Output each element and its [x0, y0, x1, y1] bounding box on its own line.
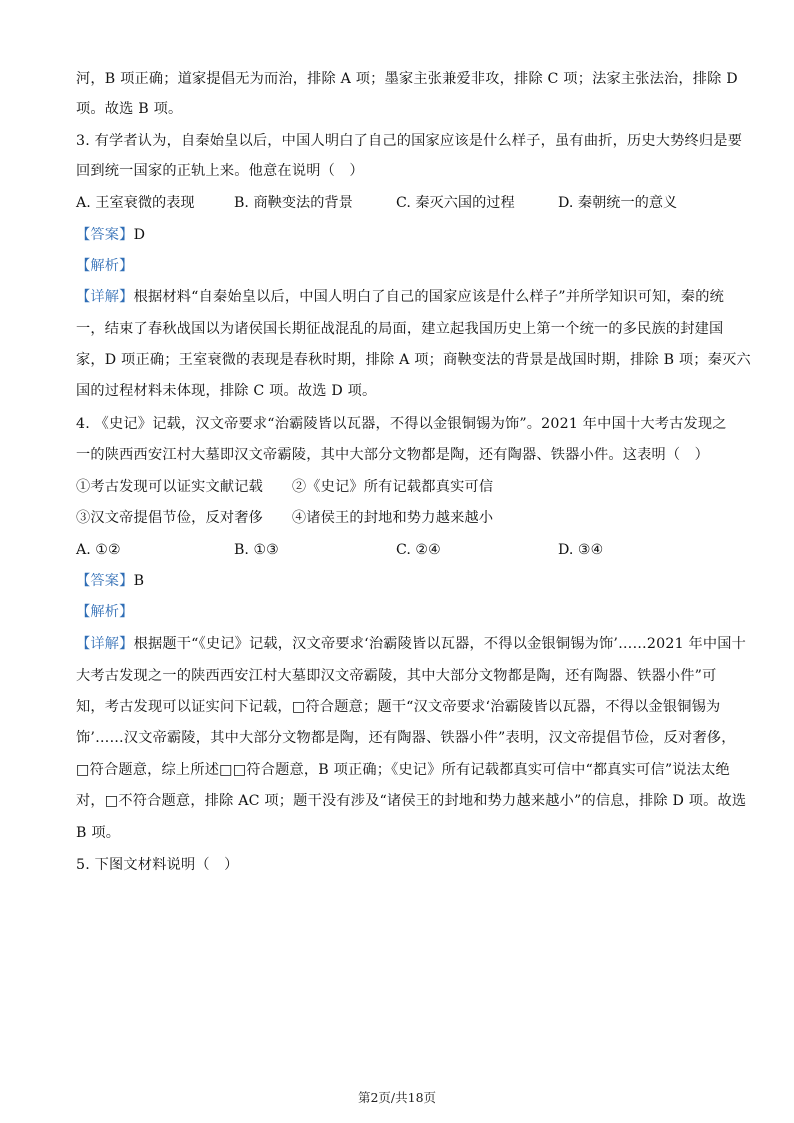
q4-option-d: D. ③④	[558, 542, 604, 558]
detail-label: 【详解】	[76, 636, 134, 652]
text-line: 项。故选 B 项。	[76, 101, 183, 117]
detail-label: 【详解】	[76, 289, 134, 305]
q4-option-a: A. ①②	[76, 542, 121, 558]
text-line: 饰’……汉文帝霸陵，其中大部分文物都是陶，还有陶器、铁器小件”表明，汉文帝提倡节俭，反对奢侈，	[76, 730, 736, 746]
detail-text: 根据材料“自秦始皇以后，中国人明白了自己的国家应该是什么样子”并所学知识可知，秦的统	[133, 289, 724, 305]
question-4-stem: 4. 《史记》记载，汉文帝要求“治霸陵皆以瓦器，不得以金银铜锡为饰”。2021 年中国十大考古发现之	[76, 416, 727, 432]
text-line: 知，考古发现可以证实问下记载，□符合题意；题干“汉文帝要求‘治霸陵皆以瓦器，不得以金银铜锡为	[76, 699, 721, 715]
q3-analysis	[76, 256, 134, 276]
page-number: 第2页/共18页	[357, 1090, 437, 1105]
q3-option-c: C. 秦灭六国的过程	[396, 195, 515, 211]
q3-detail	[76, 287, 724, 307]
answer-label: 【答案】	[76, 227, 134, 243]
q3-option-b: B. 商鞅变法的背景	[234, 195, 353, 211]
q4-statements: ③汉文帝提倡节俭，反对奢侈 ④诸侯王的封地和势力越来越小	[76, 510, 494, 526]
analysis-label: 【解析】	[76, 258, 134, 274]
q3-answer	[76, 225, 145, 245]
question-3-stem: 3. 有学者认为，自秦始皇以后，中国人明白了自己的国家应该是什么样子，虽有曲折，历史大势终归是要	[76, 133, 743, 149]
q4-statements: ①考古发现可以证实文献记载 ②《史记》所有记载都真实可信	[76, 479, 494, 495]
question-3-stem: 回到统一国家的正轨上来。他意在说明（ ）	[76, 163, 364, 179]
answer-label: 【答案】	[76, 573, 134, 589]
text-line: 家，D 项正确；王室衰微的表现是春秋时期，排除 A 项；商鞅变法的背景是战国时期，排除 B 项；秦灭六	[76, 352, 751, 368]
text-line: B 项。	[76, 825, 121, 841]
q3-option-d: D. 秦朝统一的意义	[558, 195, 678, 211]
analysis-label: 【解析】	[76, 604, 134, 620]
answer-value: B	[133, 573, 145, 589]
question-4-stem: 一的陕西西安江村大墓即汉文帝霸陵，其中大部分文物都是陶，还有陶器、铁器小件。这表明（ ）	[76, 447, 710, 463]
text-line: 大考古发现之一的陕西西安江村大墓即汉文帝霸陵，其中大部分文物都是陶，还有陶器、铁器小件”可	[76, 668, 717, 684]
text-line: 河，B 项正确；道家提倡无为而治，排除 A 项；墨家主张兼爱非攻，排除 C 项；法家主张法治，排除 D	[76, 71, 738, 87]
text-line: 对，□不符合题意，排除 AC 项；题干没有涉及“诸侯王的封地和势力越来越小”的信息，排除 D 项。故选	[76, 793, 747, 809]
text-line: 国的过程材料未体现，排除 C 项。故选 D 项。	[76, 383, 377, 399]
detail-text: 根据题干“《史记》记载，汉文帝要求‘治霸陵皆以瓦器，不得以金银铜锡为饰’……2021 年中国十	[133, 636, 747, 652]
q3-option-a: A. 王室衰微的表现	[76, 195, 195, 211]
q4-analysis	[76, 602, 134, 622]
text-line: □符合题意，综上所述□□符合题意，B 项正确；《史记》所有记载都真实可信中“都真实可信”说法太绝	[76, 762, 730, 778]
text-line: 一，结束了春秋战国以为诸侯国长期征战混乱的局面，建立起我国历史上第一个统一的多民族的封建国	[76, 321, 724, 337]
q4-answer	[76, 571, 144, 591]
question-5-stem: 5. 下图文材料说明（ ）	[76, 857, 239, 873]
q4-option-c: C. ②④	[396, 542, 441, 558]
answer-value: D	[133, 227, 146, 243]
q4-detail	[76, 634, 746, 654]
q4-option-b: B. ①③	[234, 542, 279, 558]
